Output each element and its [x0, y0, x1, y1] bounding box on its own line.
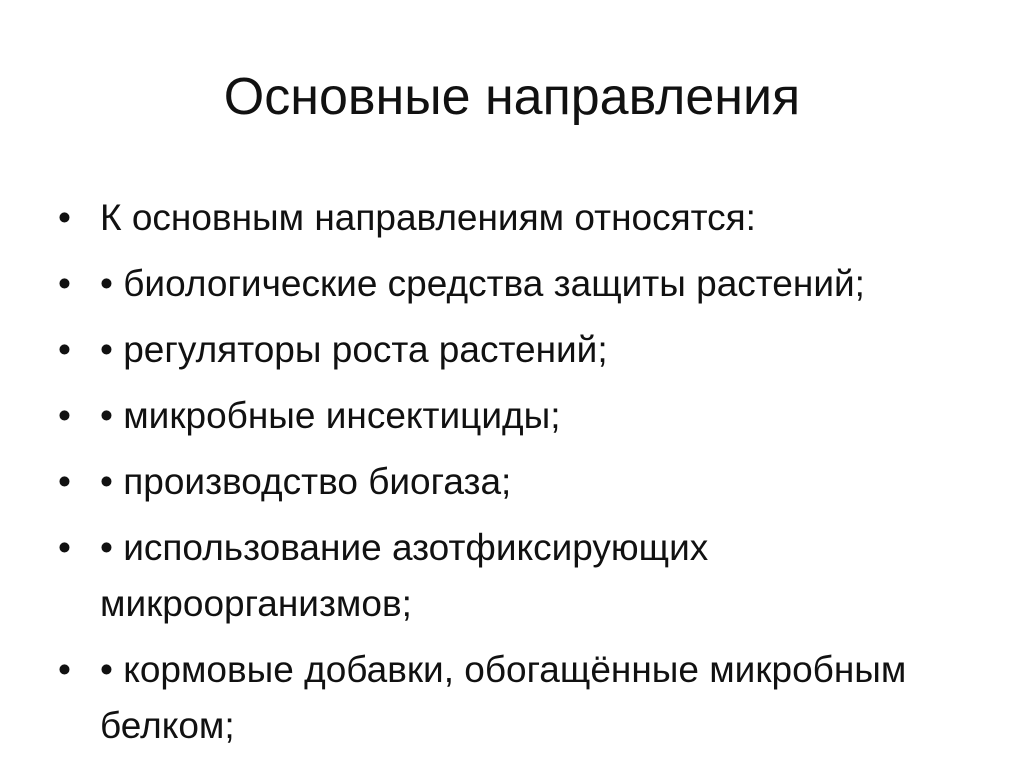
- bullet-icon: •: [58, 649, 71, 690]
- bullet-item: [58, 256, 978, 312]
- bullet-item: [58, 322, 978, 378]
- bullet-text: • биологические средства защиты растений;: [100, 263, 865, 304]
- bullet-icon: •: [58, 197, 71, 238]
- bullet-text: • производство биогаза;: [100, 461, 512, 502]
- bullet-item: [58, 388, 978, 444]
- bullet-icon: •: [58, 263, 71, 304]
- bullet-icon: •: [58, 329, 71, 370]
- bullet-item: [58, 454, 978, 510]
- bullet-text: • кормовые добавки, обогащённые микробным белком;: [100, 649, 907, 746]
- bullet-list: [58, 190, 978, 764]
- bullet-item: [58, 190, 978, 246]
- bullet-text: К основным направлениям относятся:: [100, 197, 756, 238]
- bullet-icon: •: [58, 527, 71, 568]
- bullet-icon: •: [58, 395, 71, 436]
- bullet-text: • регуляторы роста растений;: [100, 329, 608, 370]
- bullet-item: [58, 520, 978, 632]
- bullet-item: [58, 642, 978, 754]
- slide-title: Основные направления: [223, 68, 801, 126]
- bullet-text: • использование азотфиксирующих микроорганизмов;: [100, 527, 709, 624]
- bullet-icon: •: [58, 461, 71, 502]
- bullet-text: • микробные инсектициды;: [100, 395, 561, 436]
